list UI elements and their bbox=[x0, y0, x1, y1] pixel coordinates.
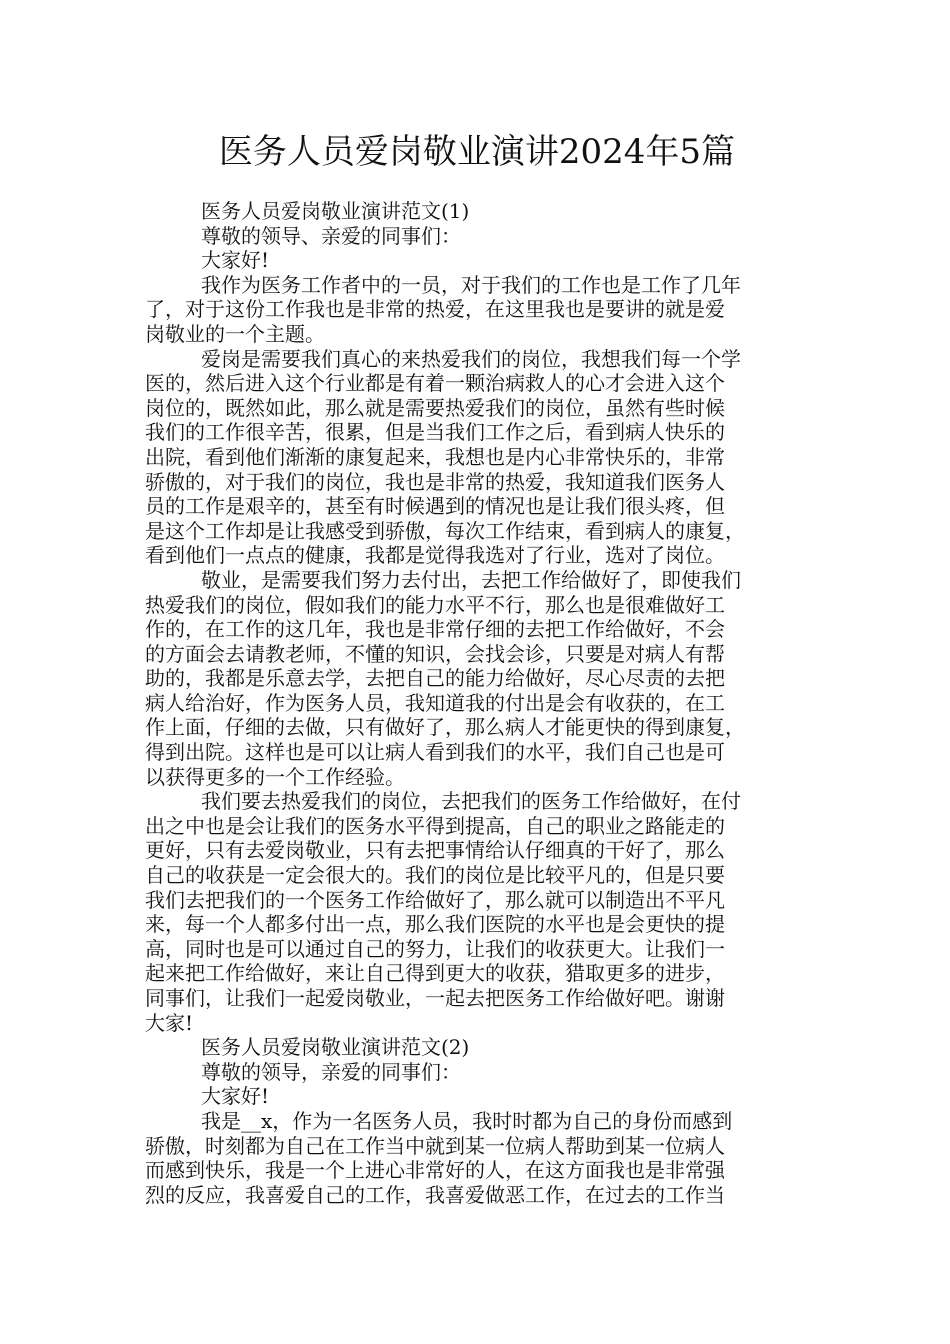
text-line: 我们去把我们的一个医务工作给做好了，那么就可以制造出不平凡 bbox=[145, 887, 725, 912]
text-line: 骄傲的，对于我们的岗位，我也是非常的热爱，我知道我们医务人 bbox=[145, 469, 725, 494]
text-line: 作上面，仔细的去做，只有做好了，那么病人才能更快的得到康复， bbox=[145, 715, 745, 740]
text-line: 烈的反应，我喜爱自己的工作，我喜爱做恶工作，在过去的工作当 bbox=[145, 1182, 725, 1207]
document-title: 医务人员爱岗敬业演讲2024年5篇 bbox=[218, 132, 736, 172]
document-body bbox=[145, 199, 809, 1207]
text-line: 大家好! bbox=[201, 1084, 270, 1109]
text-line: 作的，在工作的这几年，我也是非常仔细的去把工作给做好，不会 bbox=[145, 617, 725, 642]
text-line: 医务人员爱岗敬业演讲范文(2) bbox=[201, 1035, 470, 1060]
text-line: 岗位的，既然如此，那么就是需要热爱我们的岗位，虽然有些时候 bbox=[145, 395, 725, 420]
text-line: 医务人员爱岗敬业演讲范文(1) bbox=[201, 199, 470, 223]
text-line: 的方面会去请教老师，不懂的知识，会找会诊，只要是对病人有帮 bbox=[145, 641, 725, 666]
text-line: 我们要去热爱我们的岗位，去把我们的医务工作给做好，在付 bbox=[201, 789, 741, 814]
text-line: 高，同时也是可以通过自己的努力，让我们的收获更大。让我们一 bbox=[145, 936, 725, 961]
text-line: 员的工作是艰辛的，甚至有时候遇到的情况也是让我们很头疼，但 bbox=[145, 494, 725, 519]
text-line: 自己的收获是一定会很大的。我们的岗位是比较平凡的，但是只要 bbox=[145, 863, 725, 888]
text-line: 得到出院。这样也是可以让病人看到我们的水平，我们自己也是可 bbox=[145, 740, 725, 765]
text-line: 尊敬的领导，亲爱的同事们： bbox=[201, 1059, 461, 1084]
text-line: 大家! bbox=[145, 1010, 194, 1035]
text-line: 大家好! bbox=[201, 248, 270, 273]
text-line: 了，对于这份工作我也是非常的热爱，在这里我也是要讲的就是爱 bbox=[145, 297, 725, 322]
text-line: 医的，然后进入这个行业都是有着一颗治病救人的心才会进入这个 bbox=[145, 371, 725, 396]
text-line: 我作为医务工作者中的一员，对于我们的工作也是工作了几年 bbox=[201, 272, 741, 297]
document-page bbox=[145, 0, 809, 1207]
text-line: 出院，看到他们渐渐的康复起来，我想也是内心非常快乐的，非常 bbox=[145, 444, 725, 469]
text-line: 起来把工作给做好，来让自己得到更大的收获，猎取更多的进步， bbox=[145, 961, 725, 986]
text-line: 来，每一个人都多付出一点，那么我们医院的水平也是会更快的提 bbox=[145, 912, 725, 937]
text-line: 敬业，是需要我们努力去付出，去把工作给做好了，即使我们 bbox=[201, 567, 741, 592]
text-line: 以获得更多的一个工作经验。 bbox=[145, 764, 405, 789]
text-line: 看到他们一点点的健康，我都是觉得我选对了行业，选对了岗位。 bbox=[145, 543, 725, 568]
text-line: 助的，我都是乐意去学，去把自己的能力给做好，尽心尽责的去把 bbox=[145, 666, 725, 691]
text-line: 热爱我们的岗位，假如我们的能力水平不行，那么也是很难做好工 bbox=[145, 592, 725, 617]
text-line: 骄傲，时刻都为自己在工作当中就到某一位病人帮助到某一位病人 bbox=[145, 1133, 725, 1158]
text-line: 我是__x，作为一名医务人员，我时时都为自己的身份而感到 bbox=[201, 1108, 733, 1133]
text-line: 更好，只有去爱岗敬业，只有去把事情给认仔细真的干好了，那么 bbox=[145, 838, 725, 863]
text-line: 同事们，让我们一起爱岗敬业，一起去把医务工作给做好吧。谢谢 bbox=[145, 986, 725, 1010]
text-line: 爱岗是需要我们真心的来热爱我们的岗位，我想我们每一个学 bbox=[201, 346, 741, 371]
text-line: 尊敬的领导、亲爱的同事们： bbox=[201, 223, 461, 248]
text-line: 是这个工作却是让我感受到骄傲，每次工作结束，看到病人的康复， bbox=[145, 518, 745, 543]
text-line: 我们的工作很辛苦，很累，但是当我们工作之后，看到病人快乐的 bbox=[145, 420, 725, 445]
text-line: 病人给治好，作为医务人员，我知道我的付出是会有收获的，在工 bbox=[145, 690, 725, 715]
text-line: 而感到快乐，我是一个上进心非常好的人，在这方面我也是非常强 bbox=[145, 1158, 725, 1183]
text-line: 岗敬业的一个主题。 bbox=[145, 321, 325, 346]
text-line: 出之中也是会让我们的医务水平得到提高，自己的职业之路能走的 bbox=[145, 813, 725, 838]
